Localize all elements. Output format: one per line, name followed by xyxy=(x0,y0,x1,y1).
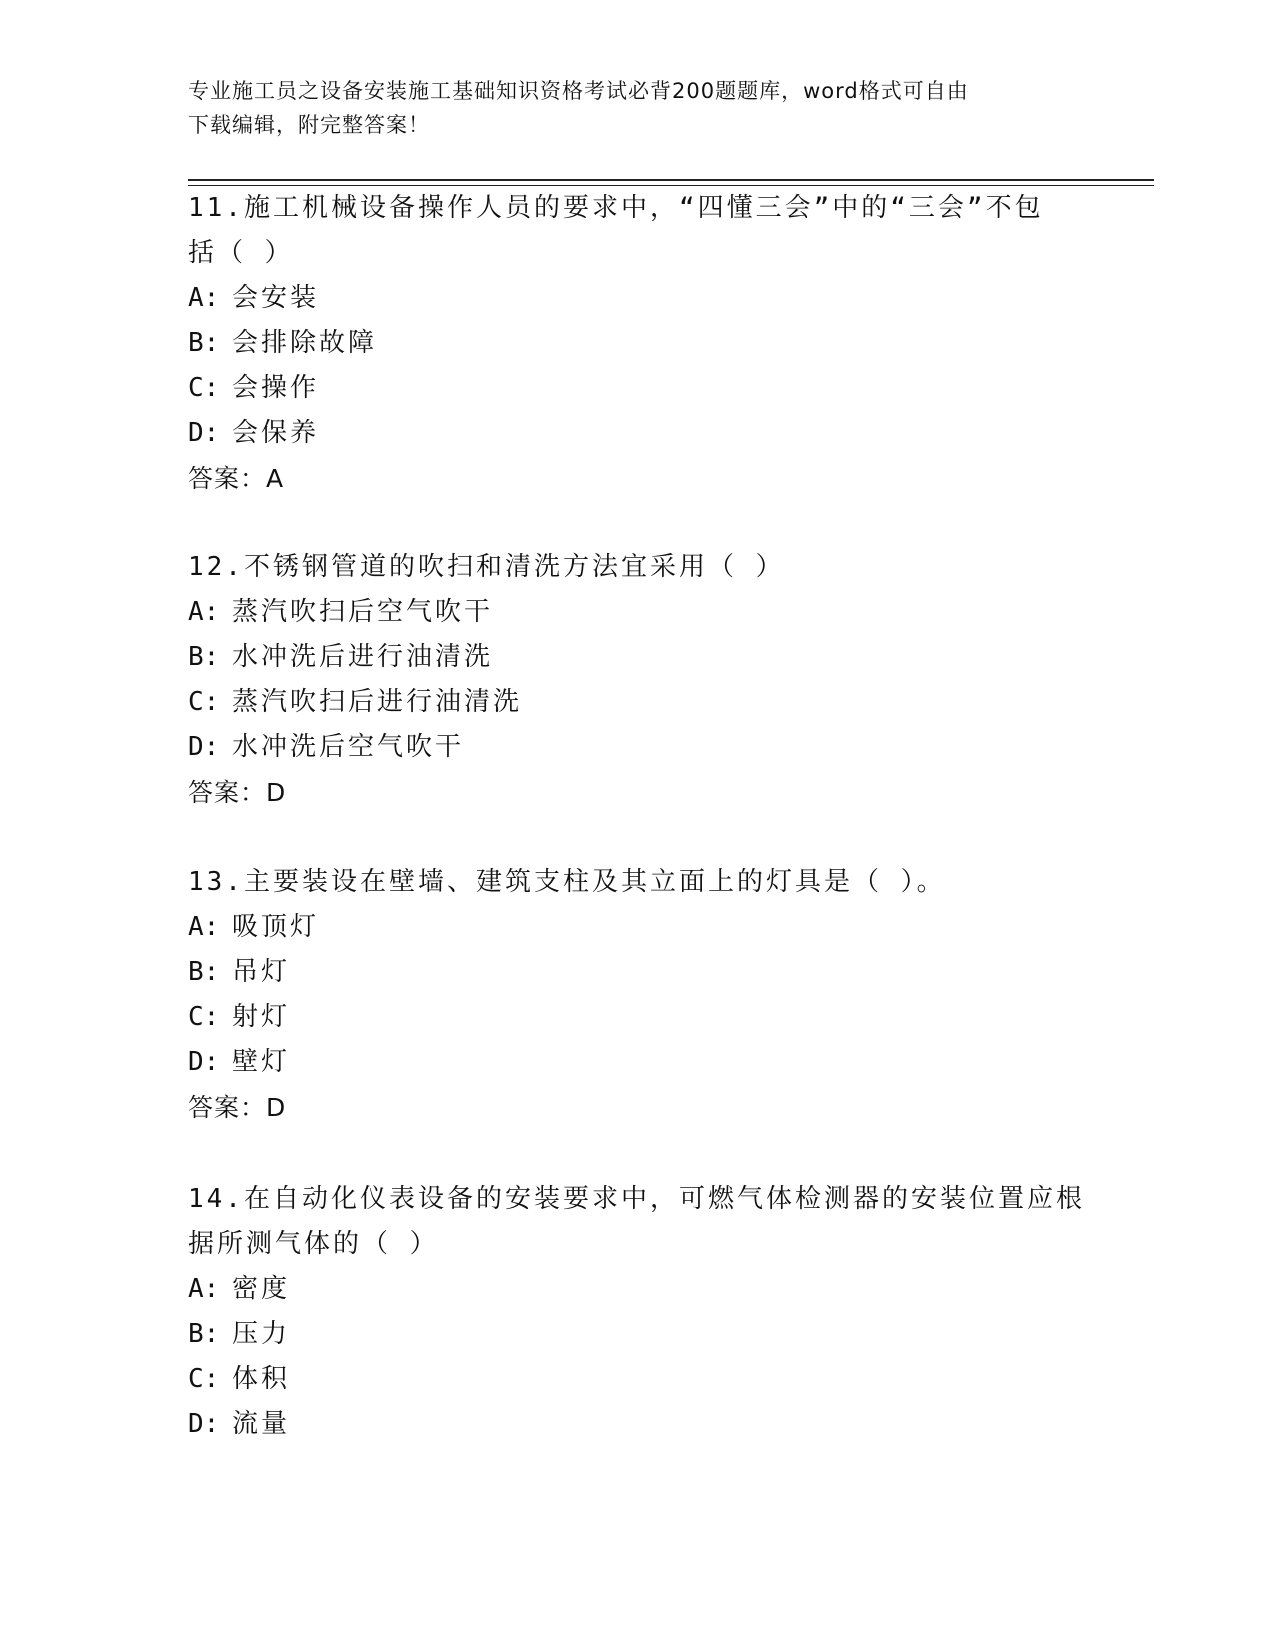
option-letter: D: xyxy=(188,418,220,448)
option-letter: C: xyxy=(188,373,220,403)
option-letter: B: xyxy=(188,957,220,987)
header-line-1: 专业施工员之设备安装施工基础知识资格考试必背200题题库，word格式可自由 xyxy=(188,79,969,103)
option-text: 会操作 xyxy=(232,373,320,403)
option-letter: D: xyxy=(188,732,220,762)
option-d xyxy=(188,1040,1088,1085)
question-text-line-1: 14.在自动化仪表设备的安装要求中，可燃气体检测器的安装位置应根 xyxy=(188,1184,1085,1214)
option-letter: B: xyxy=(188,328,220,358)
option-d xyxy=(188,411,1088,456)
document-header xyxy=(188,74,1068,142)
option-a xyxy=(188,1267,1088,1312)
option-text: 水冲洗后进行油清洗 xyxy=(232,642,494,672)
option-letter: A: xyxy=(188,912,220,942)
answer-line: 答案：A xyxy=(188,464,285,493)
answer-line: 答案：D xyxy=(188,778,287,807)
option-letter: A: xyxy=(188,283,220,313)
question-11 xyxy=(188,186,1088,501)
option-a xyxy=(188,276,1088,321)
option-letter: A: xyxy=(188,1274,220,1304)
option-text: 壁灯 xyxy=(232,1047,291,1077)
option-text: 会安装 xyxy=(232,283,320,313)
option-letter: D: xyxy=(188,1409,220,1439)
option-letter: D: xyxy=(188,1047,220,1077)
option-letter: C: xyxy=(188,1364,220,1394)
question-text-line-2: 括（ ） xyxy=(188,238,294,268)
question-text-line-2: 据所测气体的（ ） xyxy=(188,1229,439,1259)
option-text: 会排除故障 xyxy=(232,328,378,358)
option-c xyxy=(188,680,1088,725)
option-text: 吊灯 xyxy=(232,957,291,987)
question-12 xyxy=(188,545,1088,815)
option-text: 密度 xyxy=(232,1274,291,1304)
option-b xyxy=(188,321,1088,366)
question-13 xyxy=(188,860,1088,1130)
question-text-line-1: 13.主要装设在壁墙、建筑支柱及其立面上的灯具是（ ）。 xyxy=(188,867,946,897)
header-line-2: 下载编辑，附完整答案！ xyxy=(188,113,430,137)
question-14 xyxy=(188,1177,1088,1447)
option-text: 射灯 xyxy=(232,1002,291,1032)
header-divider-thick xyxy=(188,179,1154,181)
option-text: 会保养 xyxy=(232,418,320,448)
option-letter: B: xyxy=(188,642,220,672)
option-d xyxy=(188,1402,1088,1447)
option-c xyxy=(188,995,1088,1040)
option-b xyxy=(188,635,1088,680)
option-a xyxy=(188,905,1088,950)
option-letter: A: xyxy=(188,597,220,627)
option-text: 水冲洗后空气吹干 xyxy=(232,732,465,762)
question-text-line-1: 12.不锈钢管道的吹扫和清洗方法宜采用（ ） xyxy=(188,552,785,582)
option-letter: C: xyxy=(188,1002,220,1032)
option-text: 体积 xyxy=(232,1364,291,1394)
option-letter: C: xyxy=(188,687,220,717)
option-d xyxy=(188,725,1088,770)
option-c xyxy=(188,1357,1088,1402)
option-text: 吸顶灯 xyxy=(232,912,320,942)
option-text: 蒸汽吹扫后空气吹干 xyxy=(232,597,494,627)
option-text: 蒸汽吹扫后进行油清洗 xyxy=(232,687,523,717)
option-c xyxy=(188,366,1088,411)
question-text-line-1: 11.施工机械设备操作人员的要求中，“四懂三会”中的“三会”不包 xyxy=(188,193,1044,223)
option-a xyxy=(188,590,1088,635)
option-b xyxy=(188,950,1088,995)
answer-line: 答案：D xyxy=(188,1093,287,1122)
option-text: 流量 xyxy=(232,1409,291,1439)
option-b xyxy=(188,1312,1088,1357)
option-letter: B: xyxy=(188,1319,220,1349)
option-text: 压力 xyxy=(232,1319,291,1349)
